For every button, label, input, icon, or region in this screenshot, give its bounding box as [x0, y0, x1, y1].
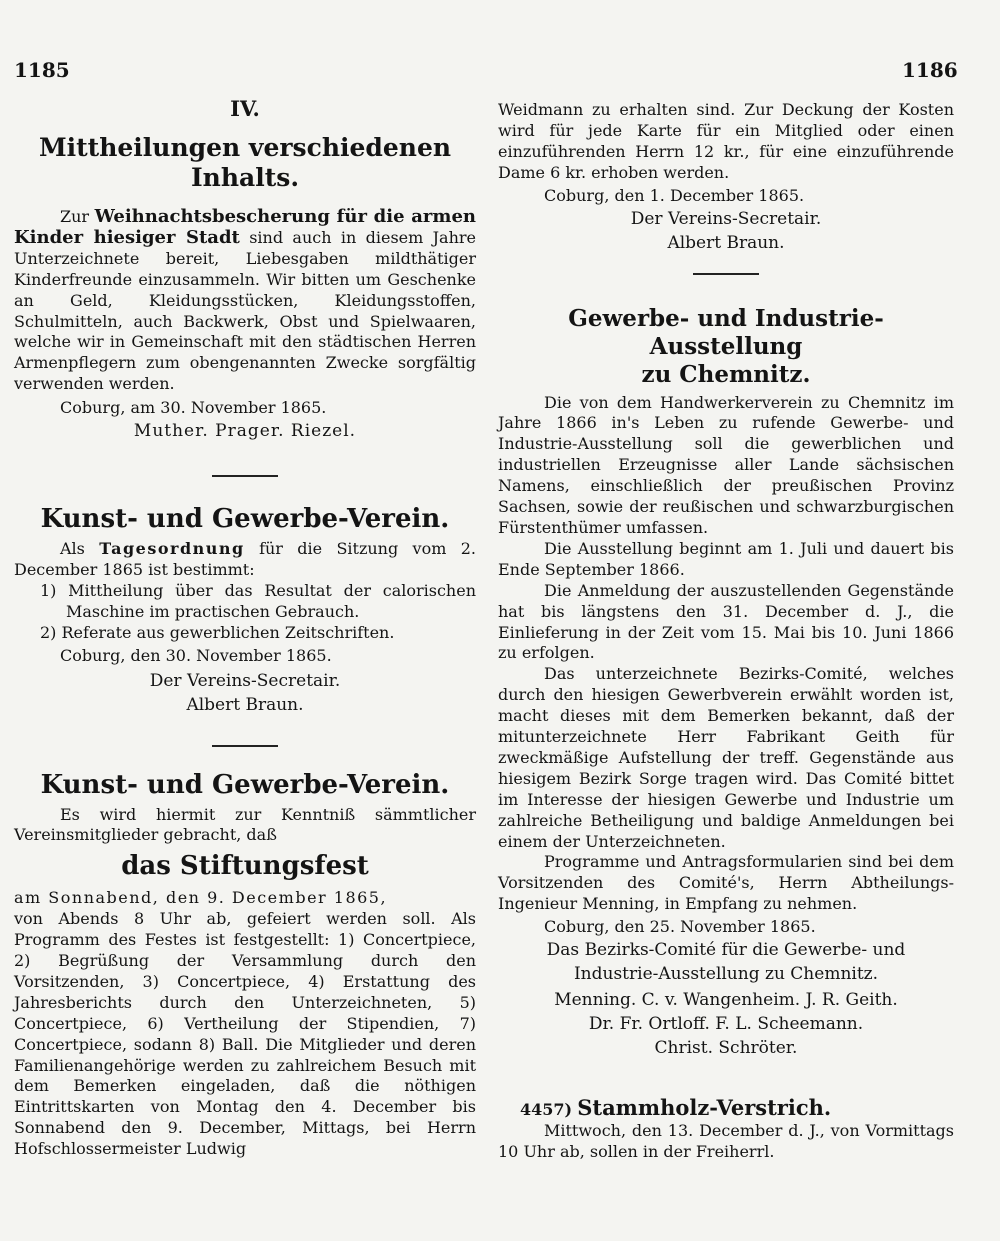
agenda-item-2: 2) Referate aus gewerblichen Zeitschriften. — [40, 622, 395, 642]
page-number-left: 1185 — [14, 58, 70, 82]
section-number: IV. — [230, 96, 260, 121]
divider — [693, 273, 759, 275]
expo-signers-line2: Dr. Fr. Ortloff. F. L. Scheemann. — [588, 1014, 864, 1035]
christmas-notice-body: sind auch in diesem Jahre Unterzeichnete bereit, Liebesgaben mildthätiger Kinderfreunde einzusammeln. Wir bitten um Geschenke an Geld, Kleidungsstücken, Kleidungsstoffen, Schulmitteln, auch Backwerk, Obst und Spielwaaren, welche wir in Gemeinschaft mit den städtischen Herren Armenpflegern zum obengenannten Zwecke sorgfältig verwenden werden. — [14, 227, 477, 394]
section-title: Mittheilungen verschiedenen Inhalts. — [38, 133, 452, 192]
expo-title-line2: zu Chemnitz. — [641, 360, 811, 388]
anniversary-intro: Es wird hiermit zur Kenntniß sämmtlicher Vereinsmitglieder gebracht, daß — [14, 804, 476, 845]
club-notice-title: Kunst- und Gewerbe-Verein. — [40, 504, 450, 535]
expo-date: Coburg, den 25. November 1865. — [544, 917, 816, 937]
expo-para-5: Programme und Antragsformularien sind bei dem Vorsitzenden des Comité's, Herrn Abtheilungs-Ingenieur Menning, in Empfang zu nehmen. — [498, 852, 954, 914]
christmas-notice-highlight: Weihnachtsbescherung für die armen Kinder hiesiger Stadt — [14, 206, 476, 248]
christmas-notice-signatures: Muther. Prager. Riezel. — [133, 421, 357, 442]
auction-notice — [498, 1095, 954, 1163]
expo-para-4: Das unterzeichnete Bezirks-Comité, welches durch den hiesigen Gewerbverein erwählt worden ist, macht dieses mit dem Bemerken bekannt, daß der mitunterzeichnete Herr Fabrikant Geith für zweckmäßige Aufstellung der treff. Gegenstände aus hiesigem Bezirk Sorge tragen wird. Das Comité bittet im Interesse der hiesigen Gewerbe und Industrie um zahlreiche Betheiligung und baldige Anmeldungen bei einem der Unterzeichneten. — [498, 664, 954, 851]
christmas-notice-date: Coburg, am 30. November 1865. — [60, 398, 327, 418]
continuation-date: Coburg, den 1. December 1865. — [544, 185, 805, 205]
expo-committee-line2: Industrie-Ausstellung zu Chemnitz. — [573, 964, 879, 985]
christmas-notice — [14, 207, 476, 395]
right-column — [498, 100, 954, 1163]
expo-para-1: Die von dem Handwerkerverein zu Chemnitz im Jahre 1866 in's Leben zu rufende Gewerbe- und Industrie-Ausstellung soll die gewerblichen und industriellen Erzeugnisse aller Lande sächsischen Namens, einschließlich der preußischen Provinz Sachsen, sowie der reußischen und schwarzburgischen Fürstenthümer umfassen. — [498, 392, 954, 537]
anniversary-program: von Abends 8 Uhr ab, gefeiert werden soll. Als Programm des Festes ist festgestellt: 1) Concertpiece, 2) Begrüßung der Versammlung durch den Vorsitzenden, 3) Concertpiece, 4) Erstattung des Jahresberichts durch den Unterzeichneten, 5) Concertpiece, 6) Vertheilung der Stipendien, 7) Concertpiece, sodann 8) Ball. Die Mitglieder und deren Familienangehörige werden zu zahlreichem Besuch mit dem Bemerken eingeladen, daß die nöthigen Eintrittskarten von Montag den 4. December bis Sonnabend den 9. December, Mittags, bei Herrn Hofschlossermeister Ludwig — [14, 909, 476, 1159]
agenda-item-1: 1) Mittheilung über das Resultat der calorischen Maschine im practischen Gebrauch. — [40, 580, 476, 621]
anniversary-event: das Stiftungsfest — [121, 851, 369, 882]
club-agenda-intro: Als — [60, 539, 85, 559]
divider — [212, 475, 278, 477]
expo-para-3: Die Anmeldung der auszustellenden Gegenstände hat bis längstens den 31. December d. J., die Einlieferung in der Zeit vom 15. Mai bis 10. Juni 1866 zu erfolgen. — [498, 580, 954, 663]
anniversary-continuation: Weidmann zu erhalten sind. Zur Deckung der Kosten wird für jede Karte für ein Mitglied oder einen einzuführenden Herrn 12 kr., für eine einzuführende Dame 6 kr. erhoben werden. — [498, 100, 954, 182]
anniversary-notice-title: Kunst- und Gewerbe-Verein. — [40, 769, 450, 800]
auction-title: Stammholz-Verstrich. — [577, 1095, 832, 1121]
auction-number: 4457) — [520, 1100, 573, 1120]
club-notice-signer: Albert Braun. — [186, 694, 304, 715]
auction-heading — [498, 1095, 954, 1121]
club-notice-date: Coburg, den 30. November 1865. — [60, 645, 332, 665]
expo-signers-line3: Christ. Schröter. — [654, 1038, 798, 1059]
expo-title-line1: Gewerbe- und Industrie-Ausstellung — [568, 304, 884, 360]
club-notice-role: Der Vereins-Secretair. — [149, 670, 341, 691]
continuation-signer: Albert Braun. — [667, 232, 785, 253]
left-column — [14, 96, 476, 1160]
continuation-role: Der Vereins-Secretair. — [630, 208, 822, 229]
club-agenda-highlight: Tagesordnung — [99, 539, 245, 559]
club-agenda — [14, 539, 476, 581]
christmas-notice-intro: Zur — [60, 207, 90, 226]
club-agenda-body: für die Sitzung vom 2. December 1865 ist bestimmt: — [14, 539, 477, 579]
expo-para-2: Die Ausstellung beginnt am 1. Juli und dauert bis Ende September 1866. — [498, 538, 954, 579]
page-number-right: 1186 — [902, 58, 958, 82]
divider — [212, 745, 278, 747]
anniversary-date-line: am Sonnabend, den 9. December 1865, — [14, 888, 388, 908]
expo-committee-line1: Das Bezirks-Comité für die Gewerbe- und — [546, 940, 906, 961]
auction-body: Mittwoch, den 13. December d. J., von Vormittags 10 Uhr ab, sollen in der Freiherrl. — [498, 1121, 954, 1161]
expo-signers-line1: Menning. C. v. Wangenheim. J. R. Geith. — [554, 990, 898, 1011]
